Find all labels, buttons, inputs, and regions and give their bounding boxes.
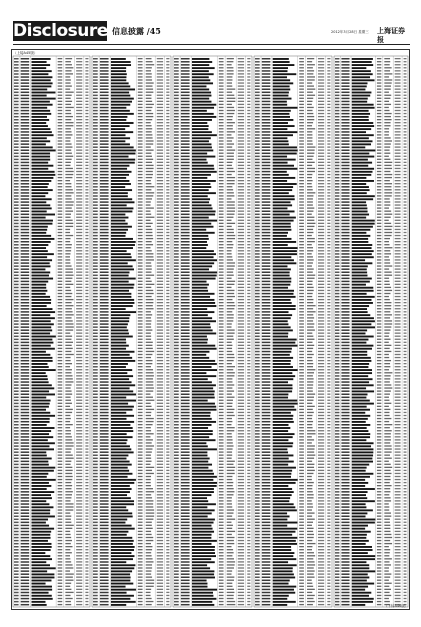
table-panel — [173, 56, 252, 607]
disclosure-brand-banner: Disclosure — [13, 21, 108, 41]
table-panel — [13, 56, 90, 607]
continued-from-label: （上接A45版） — [13, 51, 38, 55]
table-panel — [92, 56, 171, 607]
table-panel — [254, 56, 332, 607]
table-panel — [334, 56, 408, 607]
newspaper-name-logo: 上海证券报 — [377, 26, 405, 44]
continued-to-label: （下转A46版） — [384, 604, 409, 608]
section-title: 信息披露 /45 — [112, 26, 161, 36]
publication-date: 2012年3月28日 星期三 — [331, 30, 369, 34]
